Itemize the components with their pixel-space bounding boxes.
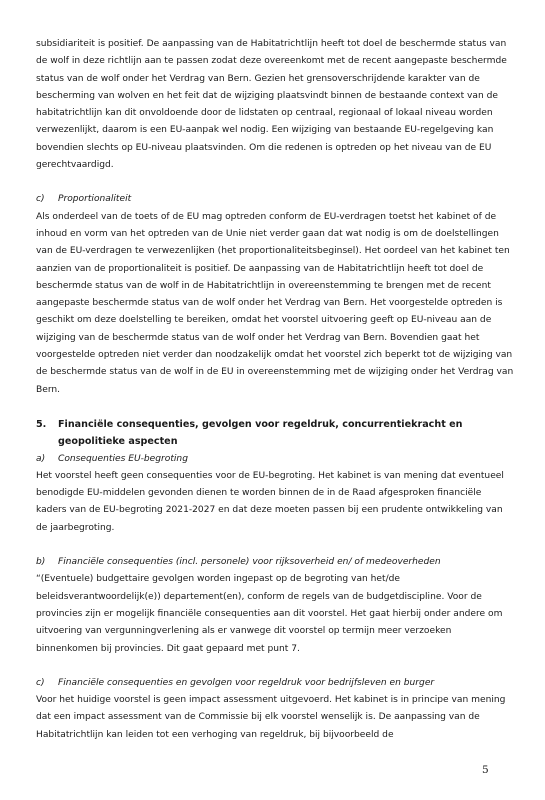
subheading-title: Proportionaliteit — [58, 194, 132, 205]
page-number: 5 — [482, 764, 489, 776]
paragraph-subsidiarity: subsidiariteit is positief. De aanpassing van de Habitatrichtlijn heeft tot doel de beschermde status van de wolf in deze richtlijn aan te passen zodat deze overeenkomt met de recent aangepaste beschermde status van de wolf onder het Verdrag van Bern. Gezien het grensoverschrijdende karakter van de bescherming van wolven en het feit dat de wijziging plaatsvindt binnen de bestaande context van de habitatrichtlijn kan dit onvoldoende door de lidstaten op centraal, regionaal of lokaal niveau worden verwezenlijkt, daarom is een EU-aanpak wel nodig. Een wijziging van bestaande EU-regelgeving kan bovendien slechts op EU-niveau plaatsvinden. Om die redenen is optreden op het niveau van de EU gerechtvaardigd. — [36, 39, 507, 171]
paragraph-proportionality: Als onderdeel van de toets of de EU mag optreden conform de EU-verdragen toetst het kabinet of de inhoud en vorm van het optreden van de Unie niet verder gaan dat wat nodig is om de doelstellingen van de EU-verdragen te verwezenlijken (het proportionaliteitsbeginsel). Het oordeel van het kabinet ten aanzien van de proportionaliteit is positief. De aanpassing van de Habitatrichtlijn heeft tot doel de beschermde status van de wolf in de Habitatrichtlijn in overeenstemming te brengen met de recent aangepaste beschermde status van de wolf onder het Verdrag van Bern. Het voorgestelde optreden is geschikt om deze doelstelling te bereiken, omdat het voorstel uitvoering geeft op EU-niveau aan de wijziging van de beschermde status van de wolf onder het Verdrag van Bern. Bovendien gaat het voorgestelde optreden niet verder dan noodzakelijk omdat het voorstel zich beperkt tot de wijziging van de beschermde status van de wolf in de EU in overeenstemming met de wijziging onder het Verdrag van Bern. — [36, 211, 514, 395]
section-number: 5. — [36, 418, 47, 430]
paragraph-regeldruk: Voor het huidige voorstel is geen impact assessment uitgevoerd. Het kabinet is in principe van mening dat een impact assessment van de Commissie bij elk voorstel wenselijk is. De aanpassing van de Habitatrichtlijn kan leiden tot een verhoging van regeldruk, bij bijvoorbeeld de — [36, 695, 506, 740]
subheading-regeldruk — [36, 675, 514, 692]
subheading-title: Financiële consequenties (incl. personele) voor rijksoverheid en/ of medeoverheden — [58, 557, 441, 568]
page-content — [36, 36, 514, 744]
subheading-eu-begroting — [36, 451, 514, 468]
section-title: Financiële consequenties, gevolgen voor regeldruk, concurrentiekracht en geopolitieke aspecten — [58, 418, 463, 448]
subheading-rijksoverheid — [36, 554, 514, 571]
subheading-label: c) — [36, 194, 45, 205]
paragraph-eu-begroting: Het voorstel heeft geen consequenties voor de EU-begroting. Het kabinet is van mening dat eventueel benodigde EU-middelen gevonden dienen te worden binnen de in de Raad afgesproken financiële kaders van de EU-begroting 2021-2027 en dat deze moeten passen bij een prudente ontwikkeling van de jaarbegroting. — [36, 470, 504, 533]
subheading-label: a) — [36, 453, 46, 464]
subheading-proportionaliteit — [36, 191, 514, 208]
subheading-title: Financiële consequenties en gevolgen voor regeldruk voor bedrijfsleven en burger — [58, 677, 435, 688]
subheading-label: c) — [36, 677, 45, 688]
subheading-label: b) — [36, 557, 46, 568]
subheading-title: Consequenties EU-begroting — [58, 453, 188, 464]
section-heading-5 — [36, 416, 514, 451]
paragraph-rijksoverheid: “(Eventuele) budgettaire gevolgen worden ingepast op de begroting van het/de beleidsverantwoordelijk(e)) departement(en), conform de regels van de budgetdiscipline. Voor de provincies zijn er mogelijk financiële consequenties aan dit voorstel. Het gaat hierbij onder andere om uitvoering van vergunningverlening als er vanwege dit voorstel op termijn meer verzoeken binnenkomen bij provincies. Dit gaat gepaard met punt 7. — [36, 574, 503, 654]
